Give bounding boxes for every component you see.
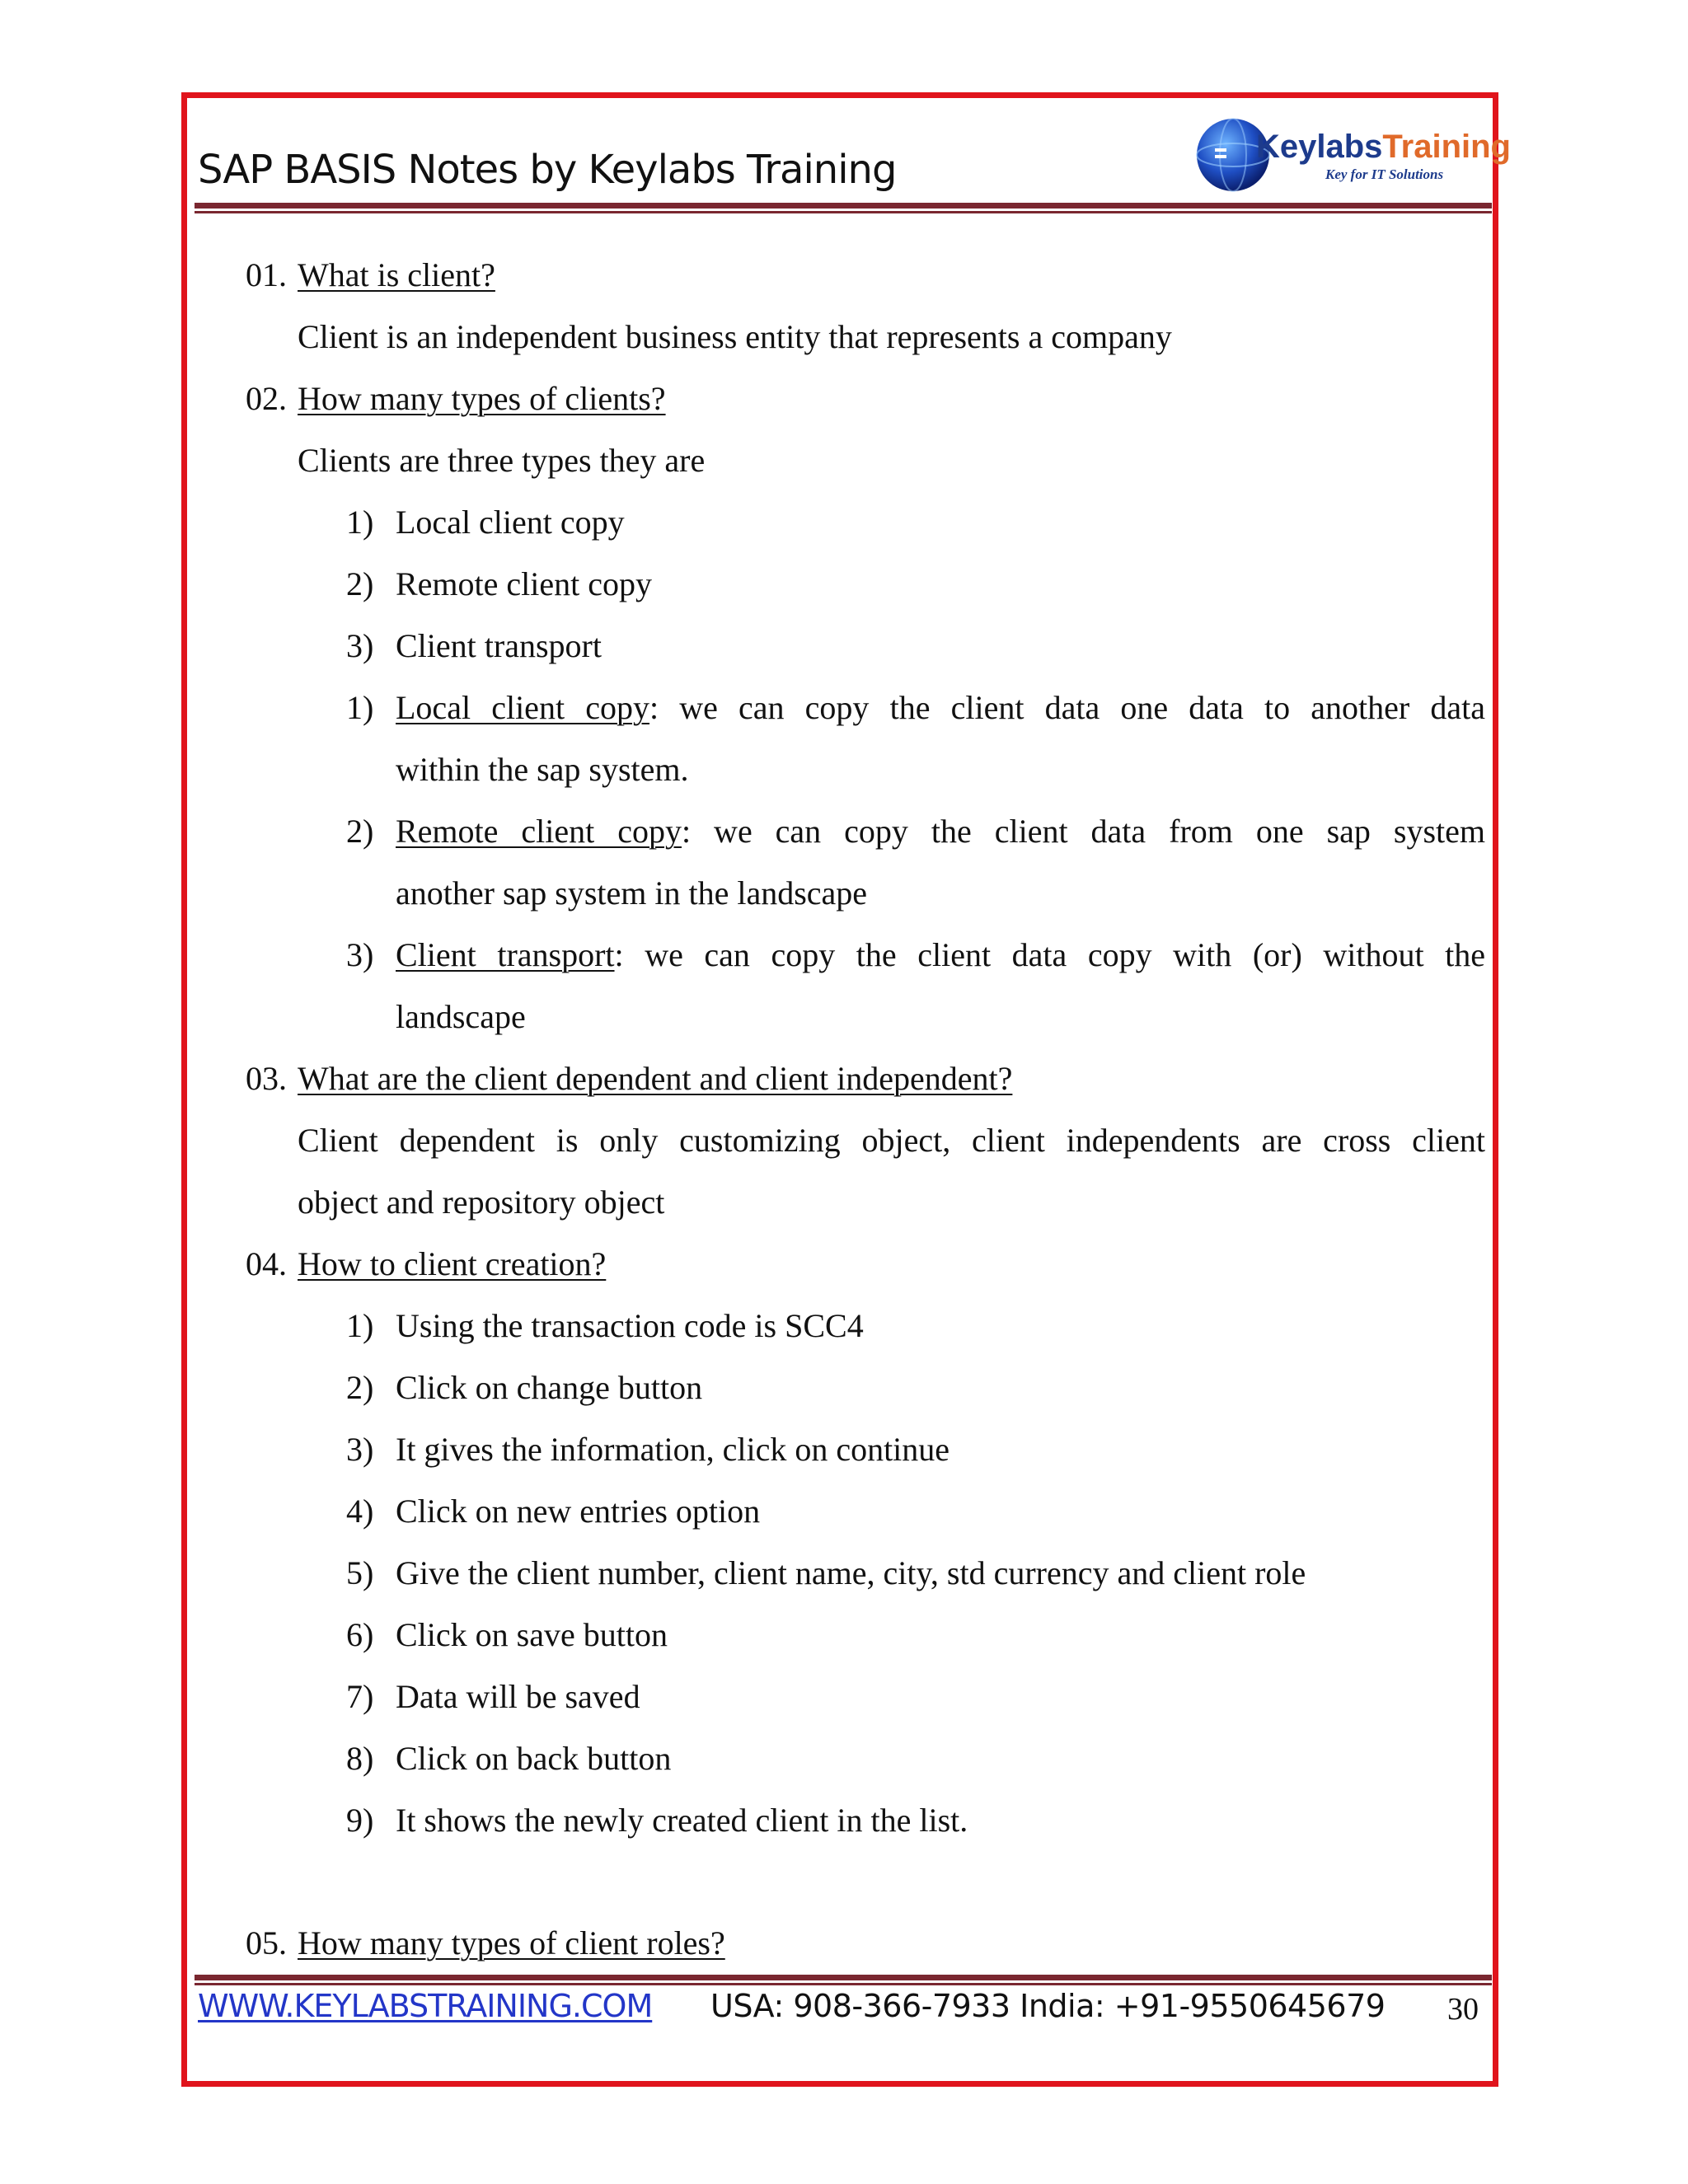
step-number: 2) bbox=[346, 1369, 374, 1406]
step-item: Data will be saved bbox=[396, 1678, 640, 1715]
step-item: Click on change button bbox=[396, 1369, 703, 1406]
footer-rule bbox=[195, 1975, 1492, 1985]
question-5-number: 05. bbox=[246, 1924, 287, 1961]
question-2-number: 02. bbox=[246, 380, 287, 417]
answer-1: Client is an independent business entity that represents a company bbox=[298, 318, 1172, 355]
list-item-number: 1) bbox=[346, 504, 374, 541]
definition-number: 1) bbox=[346, 689, 374, 726]
step-number: 5) bbox=[346, 1554, 374, 1591]
step-item: Give the client number, client name, city, std currency and client role bbox=[396, 1554, 1306, 1591]
logo-brand-keylabs: Keylabs bbox=[1256, 129, 1383, 165]
step-item: It gives the information, click on continue bbox=[396, 1431, 950, 1468]
step-number: 8) bbox=[346, 1740, 374, 1777]
definition-continuation: another sap system in the landscape bbox=[396, 874, 868, 912]
definition-term: Remote client copy bbox=[396, 813, 682, 850]
step-number: 3) bbox=[346, 1431, 374, 1468]
website-link[interactable]: WWW.KEYLABSTRAINING.COM bbox=[198, 1988, 653, 2024]
step-item: Using the transaction code is SCC4 bbox=[396, 1307, 864, 1344]
step-number: 4) bbox=[346, 1493, 374, 1530]
logo-tagline: Key for IT Solutions bbox=[1325, 166, 1444, 182]
definition-number: 2) bbox=[346, 813, 374, 850]
list-item: Remote client copy bbox=[396, 565, 653, 602]
page-number: 30 bbox=[1447, 1992, 1479, 2027]
answer-2-intro: Clients are three types they are bbox=[298, 442, 706, 479]
step-item: Click on new entries option bbox=[396, 1493, 761, 1530]
step-number: 9) bbox=[346, 1802, 374, 1839]
definition-term: Local client copy bbox=[396, 689, 649, 726]
definition-text: : we can copy the client data one data to another data bbox=[649, 689, 1486, 726]
question-3-number: 03. bbox=[246, 1060, 287, 1097]
step-item: Click on back button bbox=[396, 1740, 672, 1777]
definition-continuation: within the sap system. bbox=[396, 751, 689, 788]
page-header-title: SAP BASIS Notes by Keylabs Training bbox=[198, 147, 897, 193]
definition-term: Client transport bbox=[396, 936, 615, 973]
question-4: How to client creation? bbox=[298, 1245, 607, 1282]
list-item-number: 2) bbox=[346, 565, 374, 602]
question-3: What are the client dependent and client independent? bbox=[298, 1060, 1013, 1097]
definition-text: : we can copy the client data copy with (or) without the bbox=[614, 936, 1485, 973]
list-item: Client transport bbox=[396, 627, 602, 664]
question-1: What is client? bbox=[298, 256, 495, 293]
step-item: Click on save button bbox=[396, 1616, 668, 1653]
step-number: 1) bbox=[346, 1307, 374, 1344]
step-number: 7) bbox=[346, 1678, 374, 1715]
question-4-number: 04. bbox=[246, 1245, 287, 1282]
definition-local-client-copy bbox=[396, 688, 1485, 728]
definition-continuation: landscape bbox=[396, 998, 526, 1035]
step-number: 6) bbox=[346, 1616, 374, 1653]
question-5: How many types of client roles? bbox=[298, 1924, 725, 1961]
answer-3-line-1: Client dependent is only customizing object, client independents are cross client bbox=[298, 1122, 1485, 1159]
definition-number: 3) bbox=[346, 936, 374, 973]
footer-contact: USA: 908-366-7933 India: +91-9550645679 bbox=[710, 1988, 1386, 2024]
list-item: Local client copy bbox=[396, 504, 625, 541]
definition-text: : we can copy the client data from one sap system bbox=[681, 813, 1486, 850]
step-item: It shows the newly created client in the list. bbox=[396, 1802, 968, 1839]
question-2: How many types of clients? bbox=[298, 380, 666, 417]
question-1-number: 01. bbox=[246, 256, 287, 293]
list-item-number: 3) bbox=[346, 627, 374, 664]
definition-remote-client-copy bbox=[396, 812, 1485, 851]
answer-3-line-2: object and repository object bbox=[298, 1183, 665, 1221]
definition-client-transport bbox=[396, 935, 1485, 975]
logo-brand-training: Training bbox=[1382, 129, 1511, 165]
